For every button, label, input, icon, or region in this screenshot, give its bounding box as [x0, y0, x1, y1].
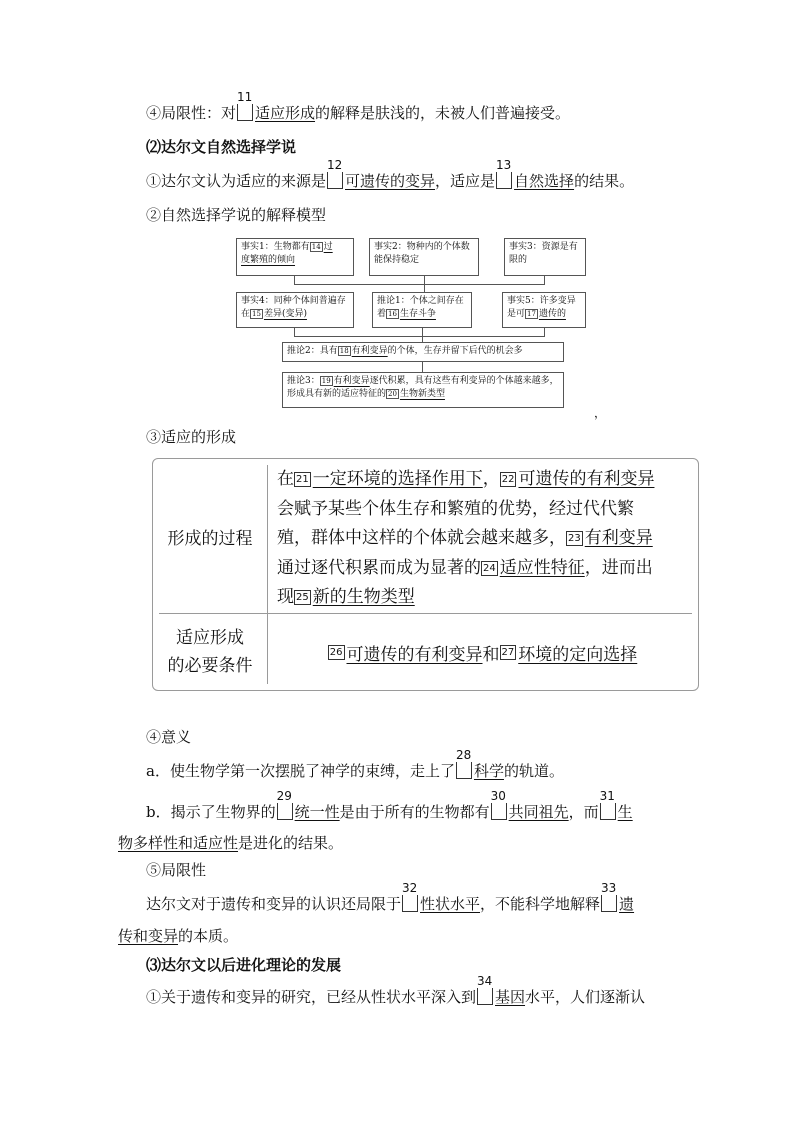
row2-label: 适应形成 的必要条件 [167, 628, 253, 676]
blank-number: 28 [456, 762, 472, 779]
row2-content: 26 可遗传的有利变异 和 27 环境的定向选择 [329, 644, 638, 665]
text: 的解释是肤浅的，未被人们普遍接受。 [315, 104, 571, 122]
fact-1-box: 事实1：生物都有 14 过 度繁殖的倾向 [236, 238, 354, 276]
blank-number: 13 [496, 172, 512, 189]
limitation-heading: ⑤局限性 [146, 861, 207, 879]
section-heading-3: ⑶达尔文以后进化理论的发展 [146, 956, 342, 974]
model-heading: ②自然选择学说的解释模型 [146, 206, 327, 224]
answer: 适应形成 [255, 104, 316, 122]
inference-2-box: 推论2：具有 18 有利变异的个体，生存并留下后代的机会多 [282, 342, 564, 362]
limitation-line [146, 90, 571, 124]
blank-number: 11 [237, 104, 253, 121]
comma: ， [594, 406, 607, 420]
fact-5-box: 事实5：许多变异是可 17 遗传的 [502, 292, 586, 328]
blank-number: 31 [600, 803, 616, 820]
limitation-text: 达尔文对于遗传和变异的认识还局限于 32 性状水平，不能科学地解释 33 遗 [146, 881, 635, 913]
fact-2-box: 事实2：物种内的个体数能保持稳定 [369, 238, 479, 276]
section-heading-2: ⑵达尔文自然选择学说 [146, 138, 297, 156]
blank-number: 32 [402, 895, 418, 912]
blank-number: 30 [491, 803, 507, 820]
limitation-text-cont: 传和变异的本质。 [118, 927, 239, 945]
blank-number: 29 [277, 803, 293, 820]
blank-number: 33 [601, 895, 617, 912]
blank-number: 34 [477, 988, 493, 1005]
row1-label: 形成的过程 [167, 528, 253, 549]
fact-4-box: 事实4：同种个体间普遍存在 15 差异(变异) [236, 292, 354, 328]
inference-1-box: 推论1：个体之间存在着 16 生存斗争 [372, 292, 472, 328]
darwin-source-line: ①达尔文认为适应的来源是 12 可遗传的变异，适应是 13 自然选择的结果。 [146, 158, 635, 190]
natural-selection-flowchart [224, 232, 594, 412]
text: ④局限性：对 [146, 104, 237, 122]
genetics-line: ①关于遗传和变异的研究，已经从性状水平深入到 34 基因水平，人们逐渐认 [146, 974, 646, 1006]
inference-3-box: 推论3： 19 有利变异逐代积累，具有这些有利变异的个体越来越多，形成具有新的适应特征的 20 生物新类型 [282, 372, 564, 408]
row1-content: 在 21 一定环境的选择作用下， 22 可遗传的有利变异 会赋予某些个体生存和繁殖的优势，经过代代繁 殖，群体中这样的个体就会越来越多， 23 有利变异 通过逐代积累而成为显著的 24 适应性特征，进而出 现 25 新的生物类型 [277, 469, 655, 607]
significance-b: b．揭示了生物界的 29 统一性是由于所有的生物都有 30 共同祖先，而 31 生 [146, 789, 633, 821]
significance-a: a．使生物学第一次摆脱了神学的束缚，走上了 28 科学的轨道。 [146, 748, 564, 780]
significance-b-cont: 物多样性和适应性是进化的结果。 [118, 834, 344, 852]
adaptation-heading: ③适应的形成 [146, 428, 237, 446]
blank-number: 12 [327, 172, 343, 189]
fact-3-box: 事实3：资源是有限的 [504, 238, 586, 276]
adaptation-table [152, 458, 699, 691]
significance-heading: ④意义 [146, 728, 192, 746]
